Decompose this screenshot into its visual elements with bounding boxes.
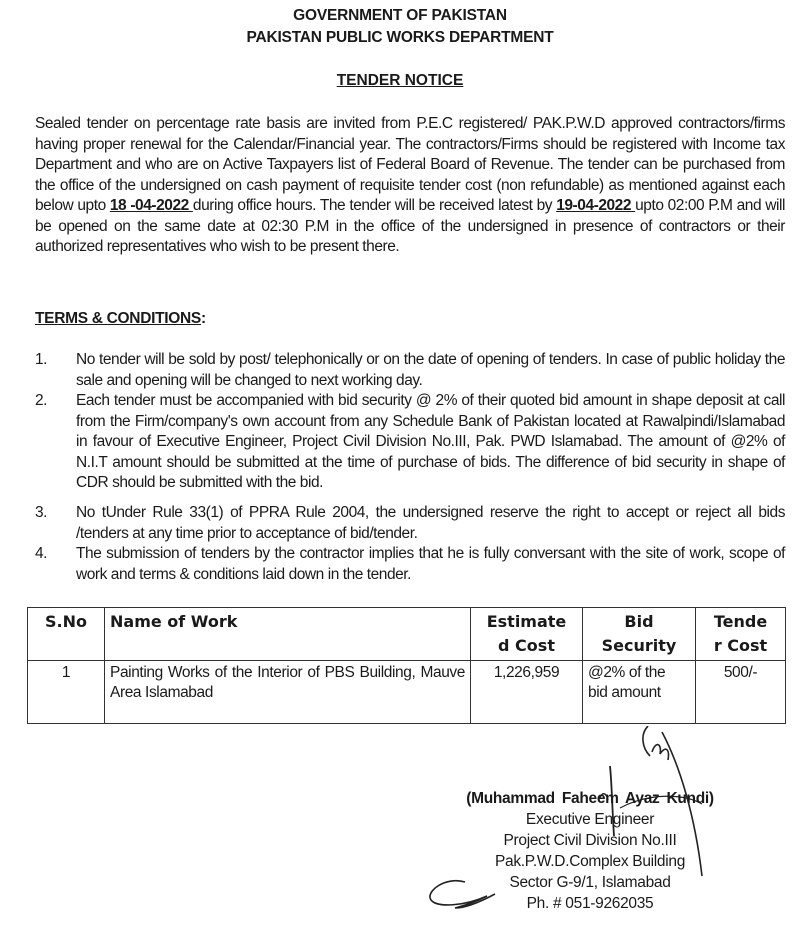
header-bid-security	[583, 608, 696, 661]
notice-title: TENDER NOTICE	[336, 72, 464, 89]
term-number: 3.	[35, 504, 48, 521]
header-estimated-cost-line2: d Cost	[498, 636, 555, 655]
cell-name-of-work: Painting Works of the Interior of PBS Building, Mauve Area Islamabad	[105, 661, 471, 724]
header-tender-cost-line1: Tende	[713, 612, 768, 631]
header-bid-security-line2: Security	[601, 636, 677, 655]
government-title: GOVERNMENT OF PAKISTAN	[293, 7, 507, 24]
signatory-sector: Sector G-9/1, Islamabad	[509, 874, 671, 891]
cell-sno: 1	[28, 661, 105, 724]
receipt-date: 19-04-2022	[556, 197, 636, 214]
term-item	[35, 350, 785, 391]
terms-heading	[35, 310, 206, 328]
header-estimated-cost	[471, 608, 583, 661]
terms-heading-colon: :	[200, 310, 206, 327]
term-item	[35, 544, 785, 585]
cell-tender-cost: 500/-	[696, 661, 786, 724]
term-number: 4.	[35, 545, 48, 562]
header-tender-cost-line2: r Cost	[713, 636, 768, 655]
term-item	[35, 391, 785, 494]
term-number: 1.	[35, 351, 48, 368]
signatory-name: (Muhammad Faheem Ayaz Kundi)	[466, 790, 714, 807]
header-estimated-cost-line1: Estimate	[486, 612, 567, 631]
intro-text-3: upto 02:00 P.M and will be opened on the same date at 02:30 P.M in the office of the undersigned in presence of contractors or their authorized representatives who wish to be present there.	[35, 197, 785, 255]
sale-deadline-date: 18 -04-2022	[109, 197, 193, 214]
department-title: PAKISTAN PUBLIC WORKS DEPARTMENT	[246, 29, 554, 46]
term-number: 2.	[35, 392, 48, 409]
term-item	[35, 503, 785, 544]
header-tender-cost	[696, 608, 786, 661]
term-text: No tender will be sold by post/ telephonically or on the date of opening of tenders. In case of public holiday the sale and opening will be changed to next working day.	[76, 351, 785, 389]
cell-estimated-cost: 1,226,959	[471, 661, 583, 724]
tender-table	[27, 607, 786, 724]
term-text: The submission of tenders by the contractor implies that he is fully conversant with the site of work, scope of work and terms & conditions laid down in the tender.	[76, 545, 785, 583]
table-row	[28, 661, 786, 724]
signatory-phone: Ph. # 051-9262035	[526, 895, 654, 912]
terms-heading-text: TERMS & CONDITIONS	[35, 310, 201, 327]
header-bid-security-line1: Bid	[624, 612, 654, 631]
cell-bid-security-line1: @2% of the	[588, 664, 666, 681]
header-name-of-work: Name of Work	[105, 608, 471, 661]
header-sno: S.No	[28, 608, 105, 661]
intro-text-1: Sealed tender on percentage rate basis are invited from P.E.C registered/ PAK.P.W.D approved contractors/firms having proper renewal for the Calendar/Financial year. The contractors/Firms should be registered with Income tax Department and who are on Active Taxpayers list of Federal Board of Revenue. The tender can be purchased from the office of the undersigned on cash payment of requisite tender cost (non refundable) as mentioned against each below upto	[35, 115, 785, 214]
cell-bid-security-line2: bid amount	[588, 684, 661, 701]
signatory-building: Pak.P.W.D.Complex Building	[494, 853, 686, 870]
term-text: No tUnder Rule 33(1) of PPRA Rule 2004, the undersigned reserve the right to accept or reject all bids /tenders at any time prior to acceptance of bid/tender.	[76, 504, 785, 542]
table-header-row	[28, 608, 786, 661]
signatory-title: Executive Engineer	[525, 811, 655, 828]
intro-text-2: during office hours. The tender will be received latest by	[192, 197, 557, 214]
cell-bid-security	[583, 661, 696, 724]
intro-paragraph	[35, 114, 785, 258]
signatory-division: Project Civil Division No.III	[503, 832, 677, 849]
term-text: Each tender must be accompanied with bid security @ 2% of their quoted bid amount in shape deposit at call from the Firm/company's own account from any Schedule Bank of Pakistan located at Rawalpindi/Islamabad in favour of Executive Engineer, Project Civil Division No.III, Pak. PWD Islamabad. The amount of @2% of N.I.T amount should be submitted at the time of purchase of bids. The difference of bid security in shape of CDR should be submitted with the bid.	[76, 392, 785, 491]
